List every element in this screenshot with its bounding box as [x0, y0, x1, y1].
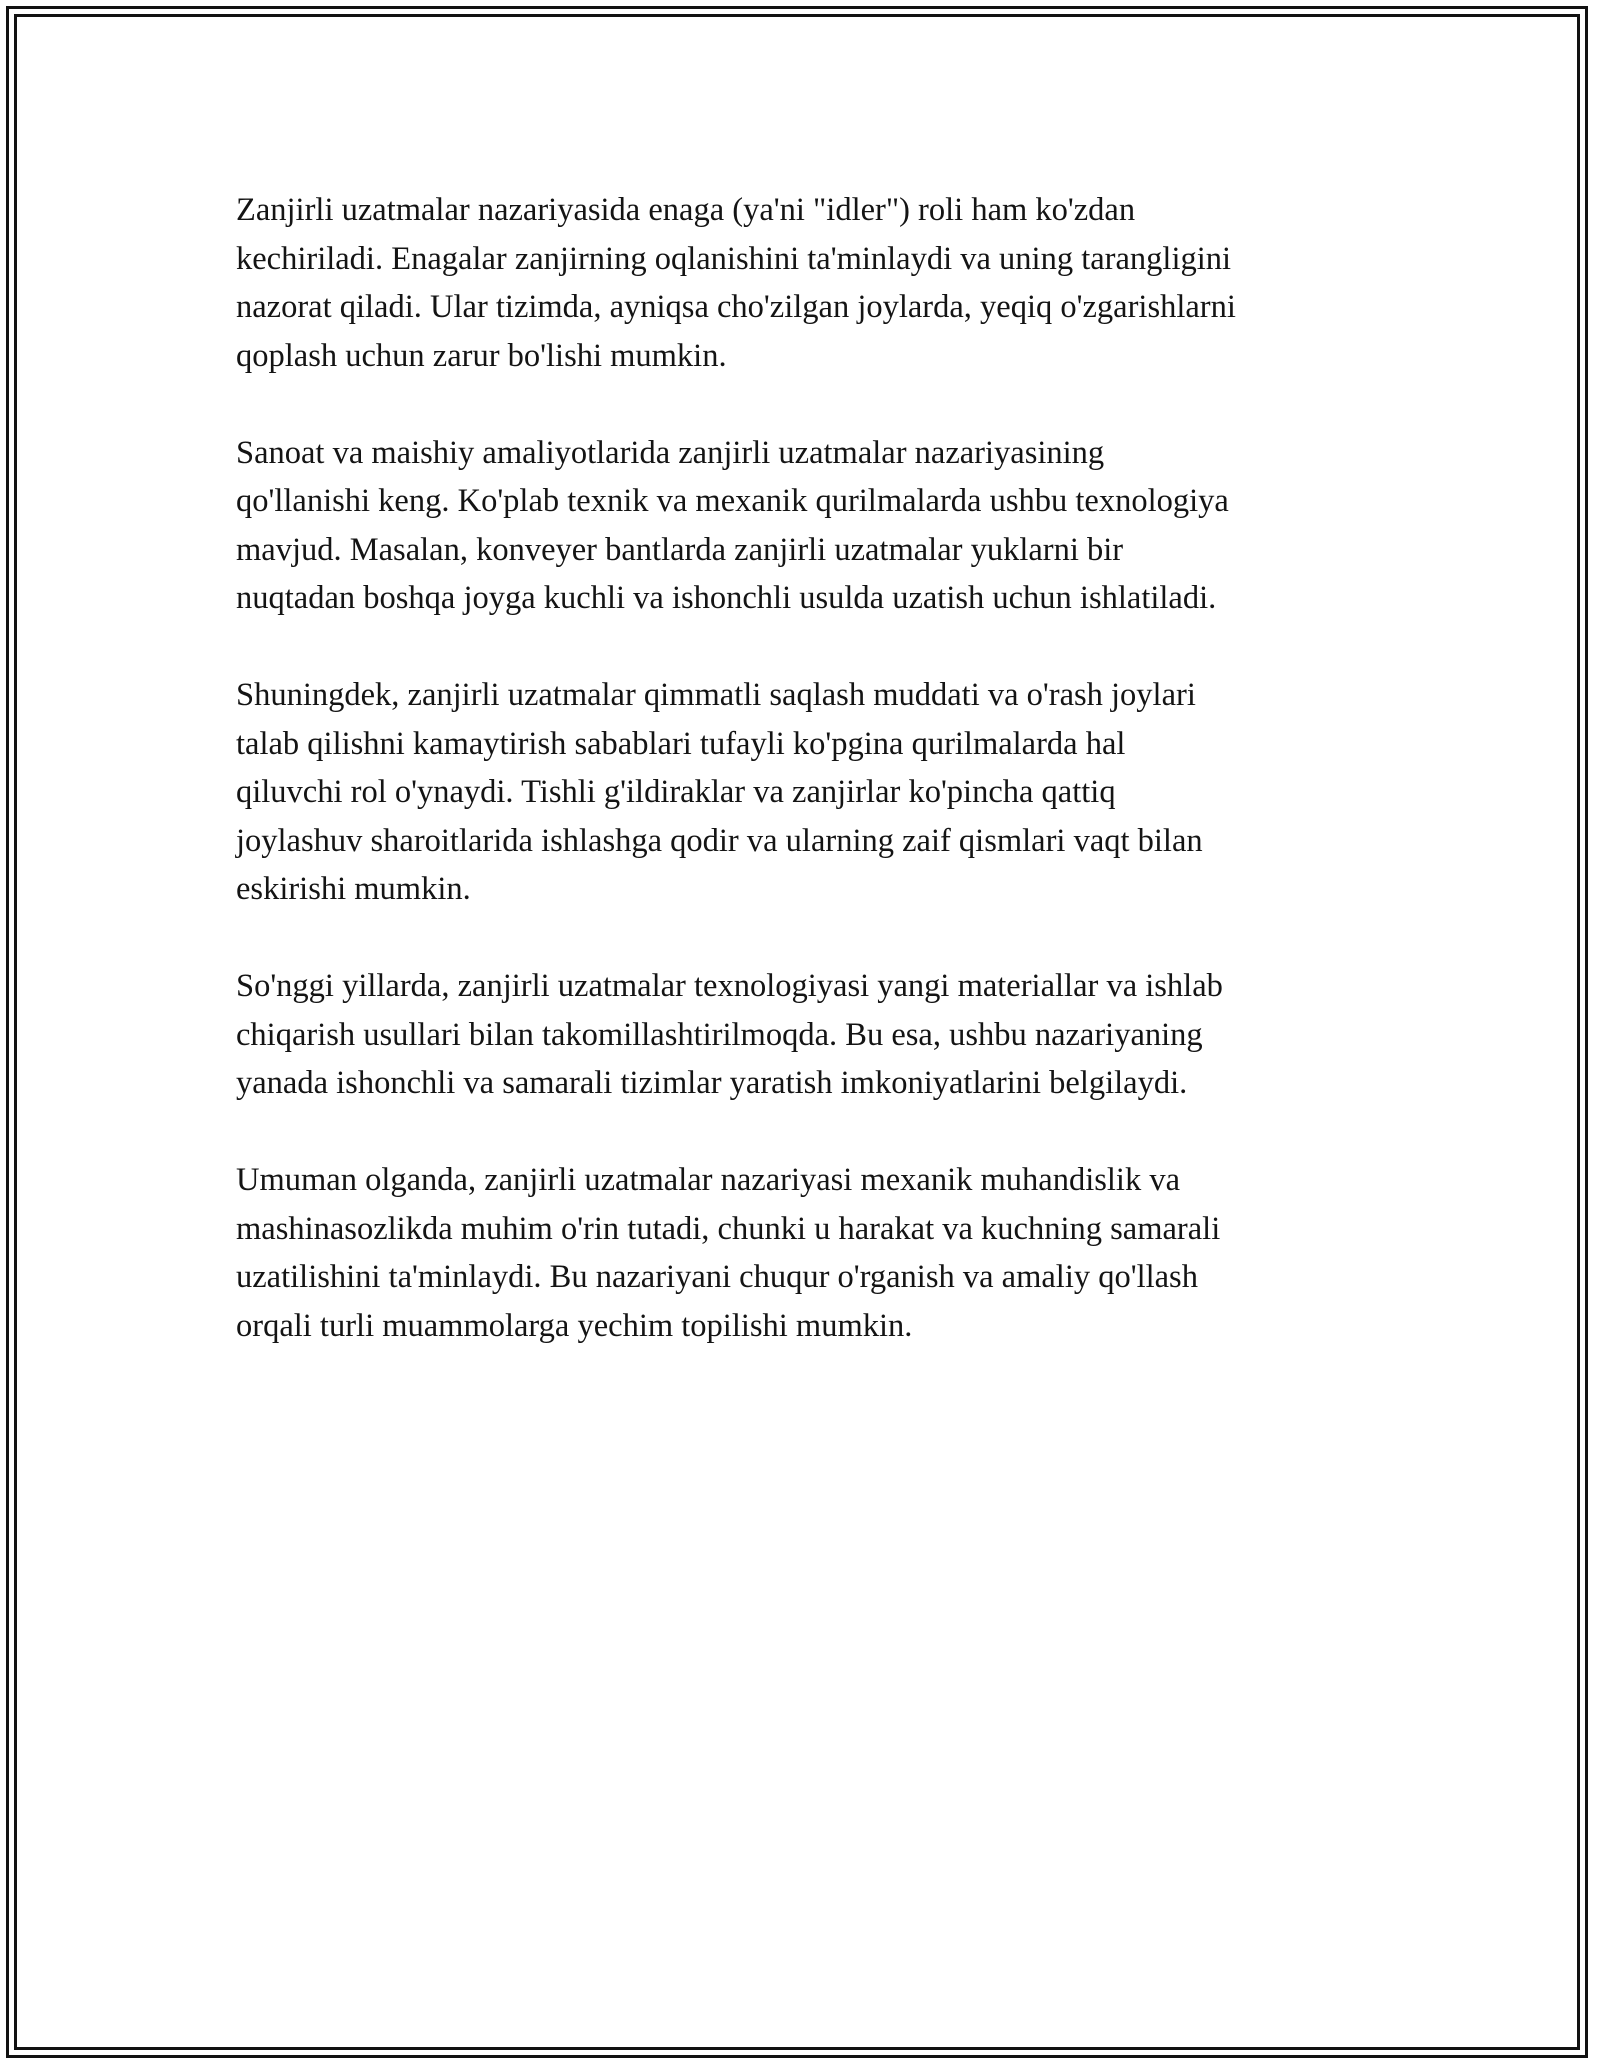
paragraph-5: Umuman olganda, zanjirli uzatmalar nazariyasi mexanik muhandislik va mashinasozlikda muhim o'rin tutadi, chunki u harakat va kuchning samarali uzatilishini ta'minlaydi. Bu nazariyani chuqur o'rganish va amaliy qo'llash orqali turli muammolarga yechim topilishi mumkin.: [236, 1162, 1221, 1344]
paragraph-3: Shuningdek, zanjirli uzatmalar qimmatli saqlash muddati va o'rash joylari talab qilishni kamaytirish sabablari tufayli ko'pgina qurilmalarda hal qiluvchi rol o'ynaydi. Tishli g'ildiraklar va zanjirlar ko'pincha qattiq joylashuv sharoitlarida ishlashga qodir va ularning zaif qismlari vaqt bilan eskirishi mumkin.: [236, 677, 1203, 907]
paragraph-1: Zanjirli uzatmalar nazariyasida enaga (ya'ni "idler") roli ham ko'zdan kechiriladi. Enagalar zanjirning oqlanishini ta'minlaydi va uning tarangligini nazorat qiladi. Ular tizimda, ayniqsa cho'zilgan joylarda, yeqiq o'zgarishlarni qoplash uchun zarur bo'lishi mumkin.: [236, 192, 1236, 374]
document-body: [236, 186, 1376, 1399]
paragraph-4: So'nggi yillarda, zanjirli uzatmalar texnologiyasi yangi materiallar va ishlab chiqarish usullari bilan takomillashtirilmoqda. Bu esa, ushbu nazariyaning yanada ishonchli va samarali tizimlar yaratish imkoniyatlarini belgilaydi.: [236, 968, 1223, 1101]
paragraph-2: Sanoat va maishiy amaliyotlarida zanjirli uzatmalar nazariyasining qo'llanishi keng. Ko'plab texnik va mexanik qurilmalarda ushbu texnologiya mavjud. Masalan, konveyer bantlarda zanjirli uzatmalar yuklarni bir nuqtadan boshqa joyga kuchli va ishonchli usulda uzatish uchun ishlatiladi.: [236, 434, 1229, 616]
